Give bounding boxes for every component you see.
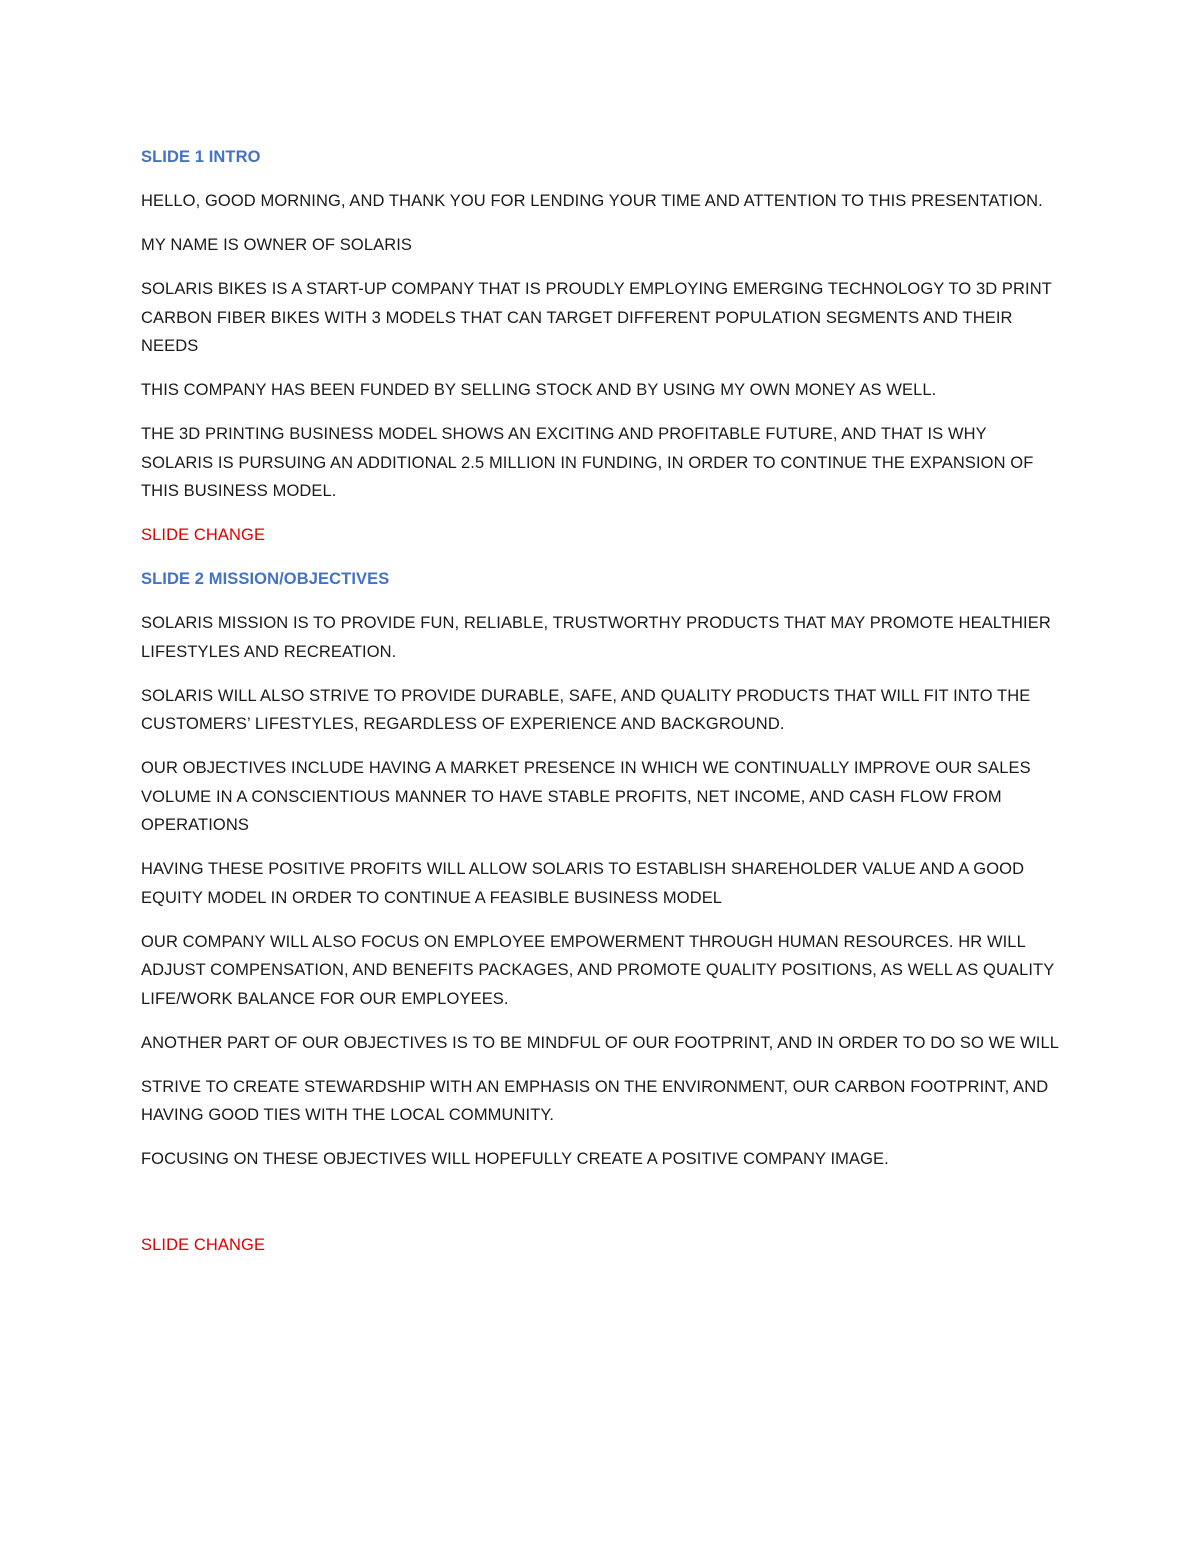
paragraph: OUR COMPANY WILL ALSO FOCUS ON EMPLOYEE EMPOWERMENT THROUGH HUMAN RESOURCES. HR WILL ADJUST COMPENSATION, AND BENEFITS PACKAGES, AND PROMOTE QUALITY POSITIONS, AS WELL AS QUALITY LIFE/WORK BALANCE FOR OUR EMPLOYEES. [141,932,1055,1008]
paragraph: STRIVE TO CREATE STEWARDSHIP WITH AN EMPHASIS ON THE ENVIRONMENT, OUR CARBON FOOTPRINT, AND HAVING GOOD TIES WITH THE LOCAL COMMUNITY. [141,1077,1049,1124]
slide-2-heading: SLIDE 2 MISSION/OBJECTIVES [141,570,390,588]
paragraph: ANOTHER PART OF OUR OBJECTIVES IS TO BE MINDFUL OF OUR FOOTPRINT, AND IN ORDER TO DO SO WE WILL [141,1033,1060,1052]
paragraph: OUR OBJECTIVES INCLUDE HAVING A MARKET PRESENCE IN WHICH WE CONTINUALLY IMPROVE OUR SALES VOLUME IN A CONSCIENTIOUS MANNER TO HAVE STABLE PROFITS, NET INCOME, AND CASH FLOW FROM OPERATIONS [141,759,1031,834]
paragraph: THIS COMPANY HAS BEEN FUNDED BY SELLING STOCK AND BY USING MY OWN MONEY AS WELL. [141,381,937,399]
paragraph: HELLO, GOOD MORNING, AND THANK YOU FOR LENDING YOUR TIME AND ATTENTION TO THIS PRESENTATION. [141,192,1043,210]
blank-line [141,1189,1061,1231]
paragraph: SOLARIS WILL ALSO STRIVE TO PROVIDE DURABLE, SAFE, AND QUALITY PRODUCTS THAT WILL FIT INTO THE CUSTOMERS’ LIFESTYLES, REGARDLESS OF EXPERIENCE AND BACKGROUND. [141,686,1031,733]
paragraph: SOLARIS MISSION IS TO PROVIDE FUN, RELIABLE, TRUSTWORTHY PRODUCTS THAT MAY PROMOTE HEALTHIER LIFESTYLES AND RECREATION. [141,614,1051,661]
paragraph: SOLARIS BIKES IS A START-UP COMPANY THAT IS PROUDLY EMPLOYING EMERGING TECHNOLOGY TO 3D PRINT CARBON FIBER BIKES WITH 3 MODELS THAT CAN TARGET DIFFERENT POPULATION SEGMENTS AND THEIR NEEDS [141,280,1052,355]
document-body [141,143,1061,1275]
paragraph: MY NAME IS OWNER OF SOLARIS [141,236,413,254]
slide-change-marker: SLIDE CHANGE [141,526,266,544]
paragraph: FOCUSING ON THESE OBJECTIVES WILL HOPEFULLY CREATE A POSITIVE COMPANY IMAGE. [141,1150,889,1168]
slide-change-marker: SLIDE CHANGE [141,1236,266,1254]
paragraph: HAVING THESE POSITIVE PROFITS WILL ALLOW SOLARIS TO ESTABLISH SHAREHOLDER VALUE AND A GOOD EQUITY MODEL IN ORDER TO CONTINUE A FEASIBLE BUSINESS MODEL [141,860,1025,907]
paragraph: THE 3D PRINTING BUSINESS MODEL SHOWS AN EXCITING AND PROFITABLE FUTURE, AND THAT IS WHY SOLARIS IS PURSUING AN ADDITIONAL 2.5 MILLION IN FUNDING, IN ORDER TO CONTINUE THE EXPANSION OF THIS BUSINESS MODEL. [141,425,1034,500]
slide-1-heading: SLIDE 1 INTRO [141,148,261,166]
